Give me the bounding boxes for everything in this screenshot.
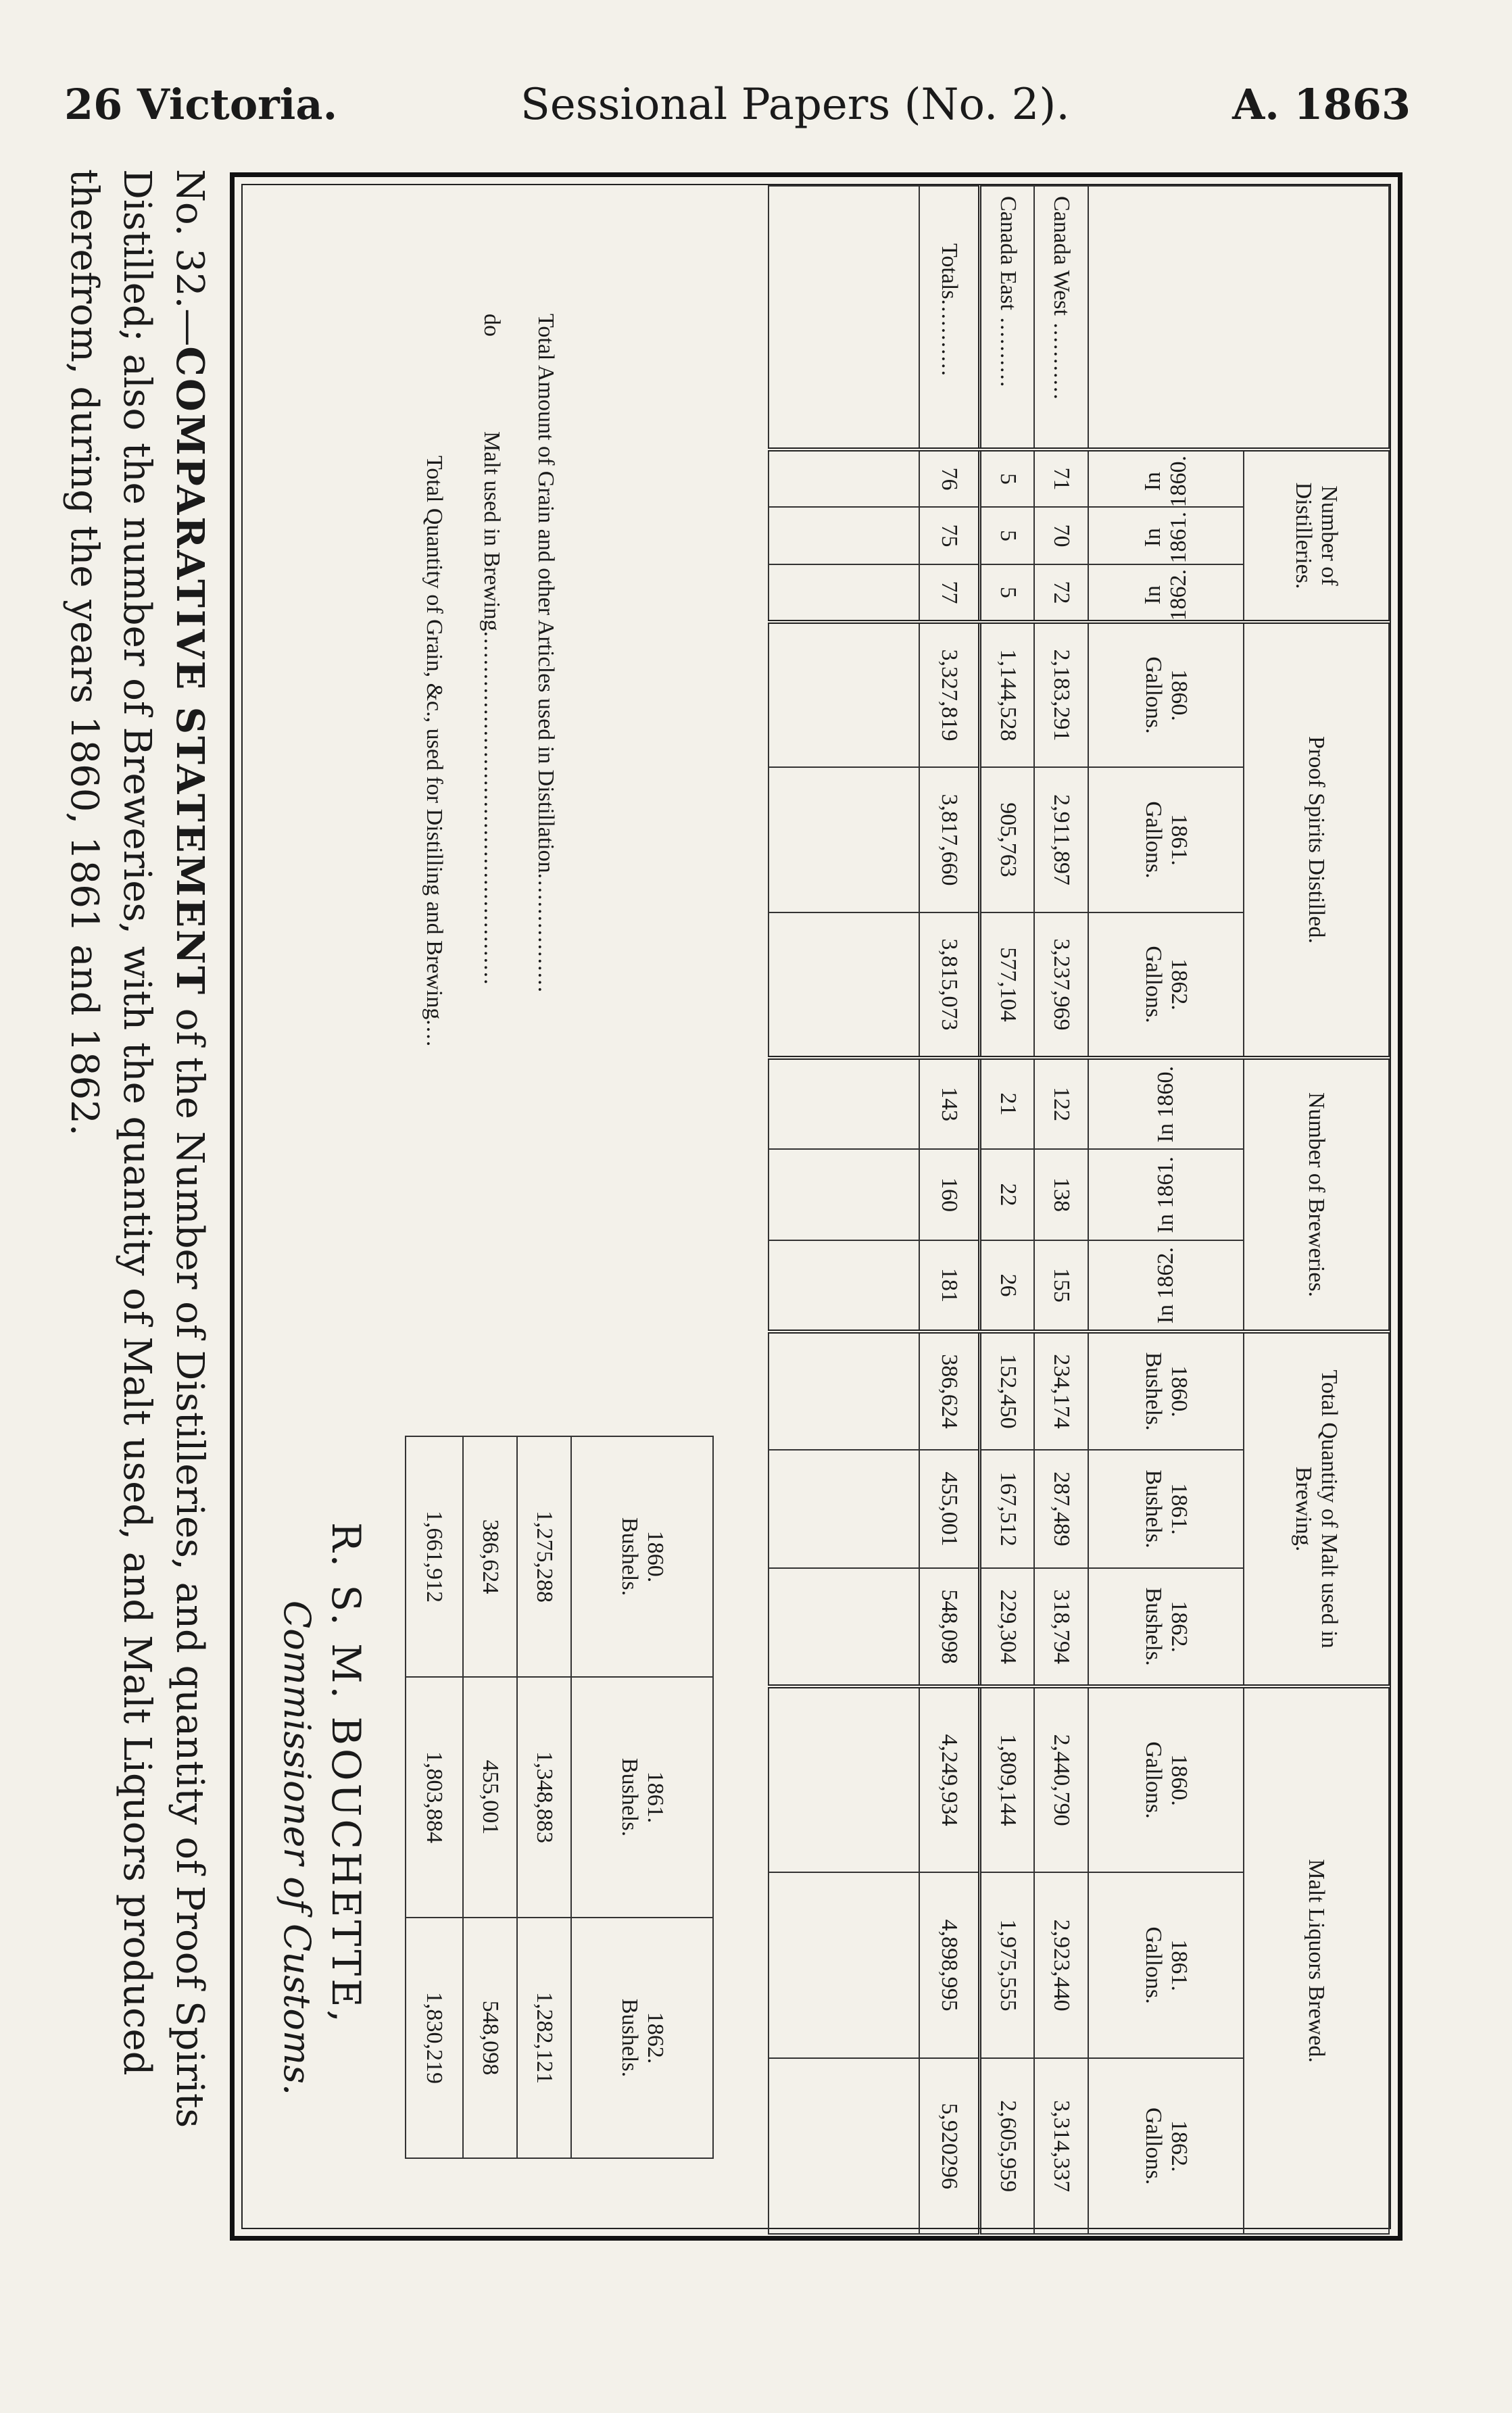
cell: 77 [919,564,980,622]
cell: 1,275,288 [517,1436,571,1677]
rotated-page [57,169,1409,2332]
cell: 5 [980,564,1034,622]
cell: 548,098 [463,1918,517,2158]
cell: 2,605,959 [980,2058,1034,2234]
cell: 155 [1034,1240,1088,1332]
signature-title: Commissioner of Customs. [276,1600,318,2096]
header-right: A. 1863 [1232,80,1411,129]
summary-line-2: doMalt used in Brewing.................................................. [479,314,504,986]
cell: 152,450 [980,1332,1034,1450]
cell: 3,815,073 [919,912,980,1058]
sum-1860-header: 1860. Bushels. [571,1436,713,1677]
statement-table [768,185,1390,2235]
cell: 548,098 [919,1568,980,1686]
cell: 905,763 [980,767,1034,912]
liquors-1862-header: 1862. Gallons. [1088,2058,1244,2234]
cell: 2,911,897 [1034,767,1088,912]
malt-1861-header: 1861. Bushels. [1088,1450,1244,1568]
cell: 75 [919,507,980,564]
totals-row [919,186,980,2234]
row-label: Totals........... [919,186,980,449]
summary-section [389,185,714,2233]
distilleries-header: Number of Distilleries. [1244,449,1389,622]
cell: 5 [980,507,1034,564]
cell: 577,104 [980,912,1034,1058]
cell: 70 [1034,507,1088,564]
breweries-header: Number of Breweries. [1244,1058,1389,1332]
sum-1861-header: 1861. Bushels. [571,1677,713,1918]
spirits-1860-header: 1860. Gallons. [1088,622,1244,767]
cell: 1,348,883 [517,1677,571,1918]
table-row [1034,186,1088,2234]
malt-header: Total Quantity of Malt used in Brewing. [1244,1332,1389,1686]
summary-line-3: Total Quantity of Grain, &c., used for Distilling and Brewing.... [422,456,447,1048]
cell: 386,624 [463,1436,517,1677]
cell: 2,923,440 [1034,1872,1088,2058]
cell: 3,817,660 [919,767,980,912]
cell: 386,624 [919,1332,980,1450]
cell: 143 [919,1058,980,1149]
summary-table [405,1436,714,2159]
cell: 4,898,995 [919,1872,980,2058]
cell: 21 [980,1058,1034,1149]
cell: 2,440,790 [1034,1686,1088,1872]
header-left: 26 Victoria. [64,80,338,129]
liquors-1861-header: 1861. Gallons. [1088,1872,1244,2058]
cell: 72 [1034,564,1088,622]
cell: 3,237,969 [1034,912,1088,1058]
cell: 3,314,337 [1034,2058,1088,2234]
cell: 1,809,144 [980,1686,1034,1872]
cell: 1,975,555 [980,1872,1034,2058]
page-header [0,80,1512,154]
dist-1861-header: In 1861. [1088,507,1244,564]
header-center: Sessional Papers (No. 2). [520,80,1070,130]
cell: 4,249,934 [919,1686,980,1872]
cell: 1,830,219 [406,1918,463,2158]
cell: 1,144,528 [980,622,1034,767]
cell: 122 [1034,1058,1088,1149]
cell: 1,803,884 [406,1677,463,1918]
row-label: Canada West ........... [1034,186,1088,449]
dist-1862-header: In 1862. [1088,564,1244,622]
spirits-header: Proof Spirits Distilled. [1244,622,1389,1058]
liquors-header: Malt Liquors Brewed. [1244,1686,1389,2234]
malt-1862-header: 1862. Bushels. [1088,1568,1244,1686]
cell: 71 [1034,449,1088,507]
cell: 76 [919,449,980,507]
cell: 2,183,291 [1034,622,1088,767]
signature-name: R. S. M. BOUCHETTE, [323,1522,369,2025]
cell: 5 [980,449,1034,507]
cell: 229,304 [980,1568,1034,1686]
brew-1861-header: In 1861. [1088,1149,1244,1240]
brew-1862-header: In 1862. [1088,1240,1244,1332]
cell: 181 [919,1240,980,1332]
cell: 26 [980,1240,1034,1332]
liquors-1860-header: 1860. Gallons. [1088,1686,1244,1872]
table-frame [230,172,1403,2241]
table-row [980,186,1034,2234]
row-label: Canada East .......... [980,186,1034,449]
statement-title: No. 32.—COMPARATIVE STATEMENT of the Number of Distilleries, and quantity of Proof Spirits Distilled; also the number of Breweries, with the quantity of Malt used, and Malt Liquors produced therefrom, during the years 1860, 1861 and 1862. [62,169,212,2128]
blank-row [769,186,919,2234]
cell: 160 [919,1149,980,1240]
brew-1860-header: In 1860. [1088,1058,1244,1149]
cell: 22 [980,1149,1034,1240]
dist-1860-header: In 1860. [1088,449,1244,507]
malt-1860-header: 1860. Bushels. [1088,1332,1244,1450]
cell: 318,794 [1034,1568,1088,1686]
cell: 455,001 [919,1450,980,1568]
cell: 167,512 [980,1450,1034,1568]
cell: 138 [1034,1149,1088,1240]
cell: 1,661,912 [406,1436,463,1677]
spirits-1862-header: 1862. Gallons. [1088,912,1244,1058]
cell: 455,001 [463,1677,517,1918]
sum-1862-header: 1862. Bushels. [571,1918,713,2158]
spirits-1861-header: 1861. Gallons. [1088,767,1244,912]
cell: 1,282,121 [517,1918,571,2158]
summary-line-1: Total Amount of Grain and other Articles used in Distillation................. [533,314,558,994]
cell: 3,327,819 [919,622,980,767]
row-label-header [1088,186,1389,449]
cell: 287,489 [1034,1450,1088,1568]
cell: 5,920296 [919,2058,980,2234]
cell: 234,174 [1034,1332,1088,1450]
